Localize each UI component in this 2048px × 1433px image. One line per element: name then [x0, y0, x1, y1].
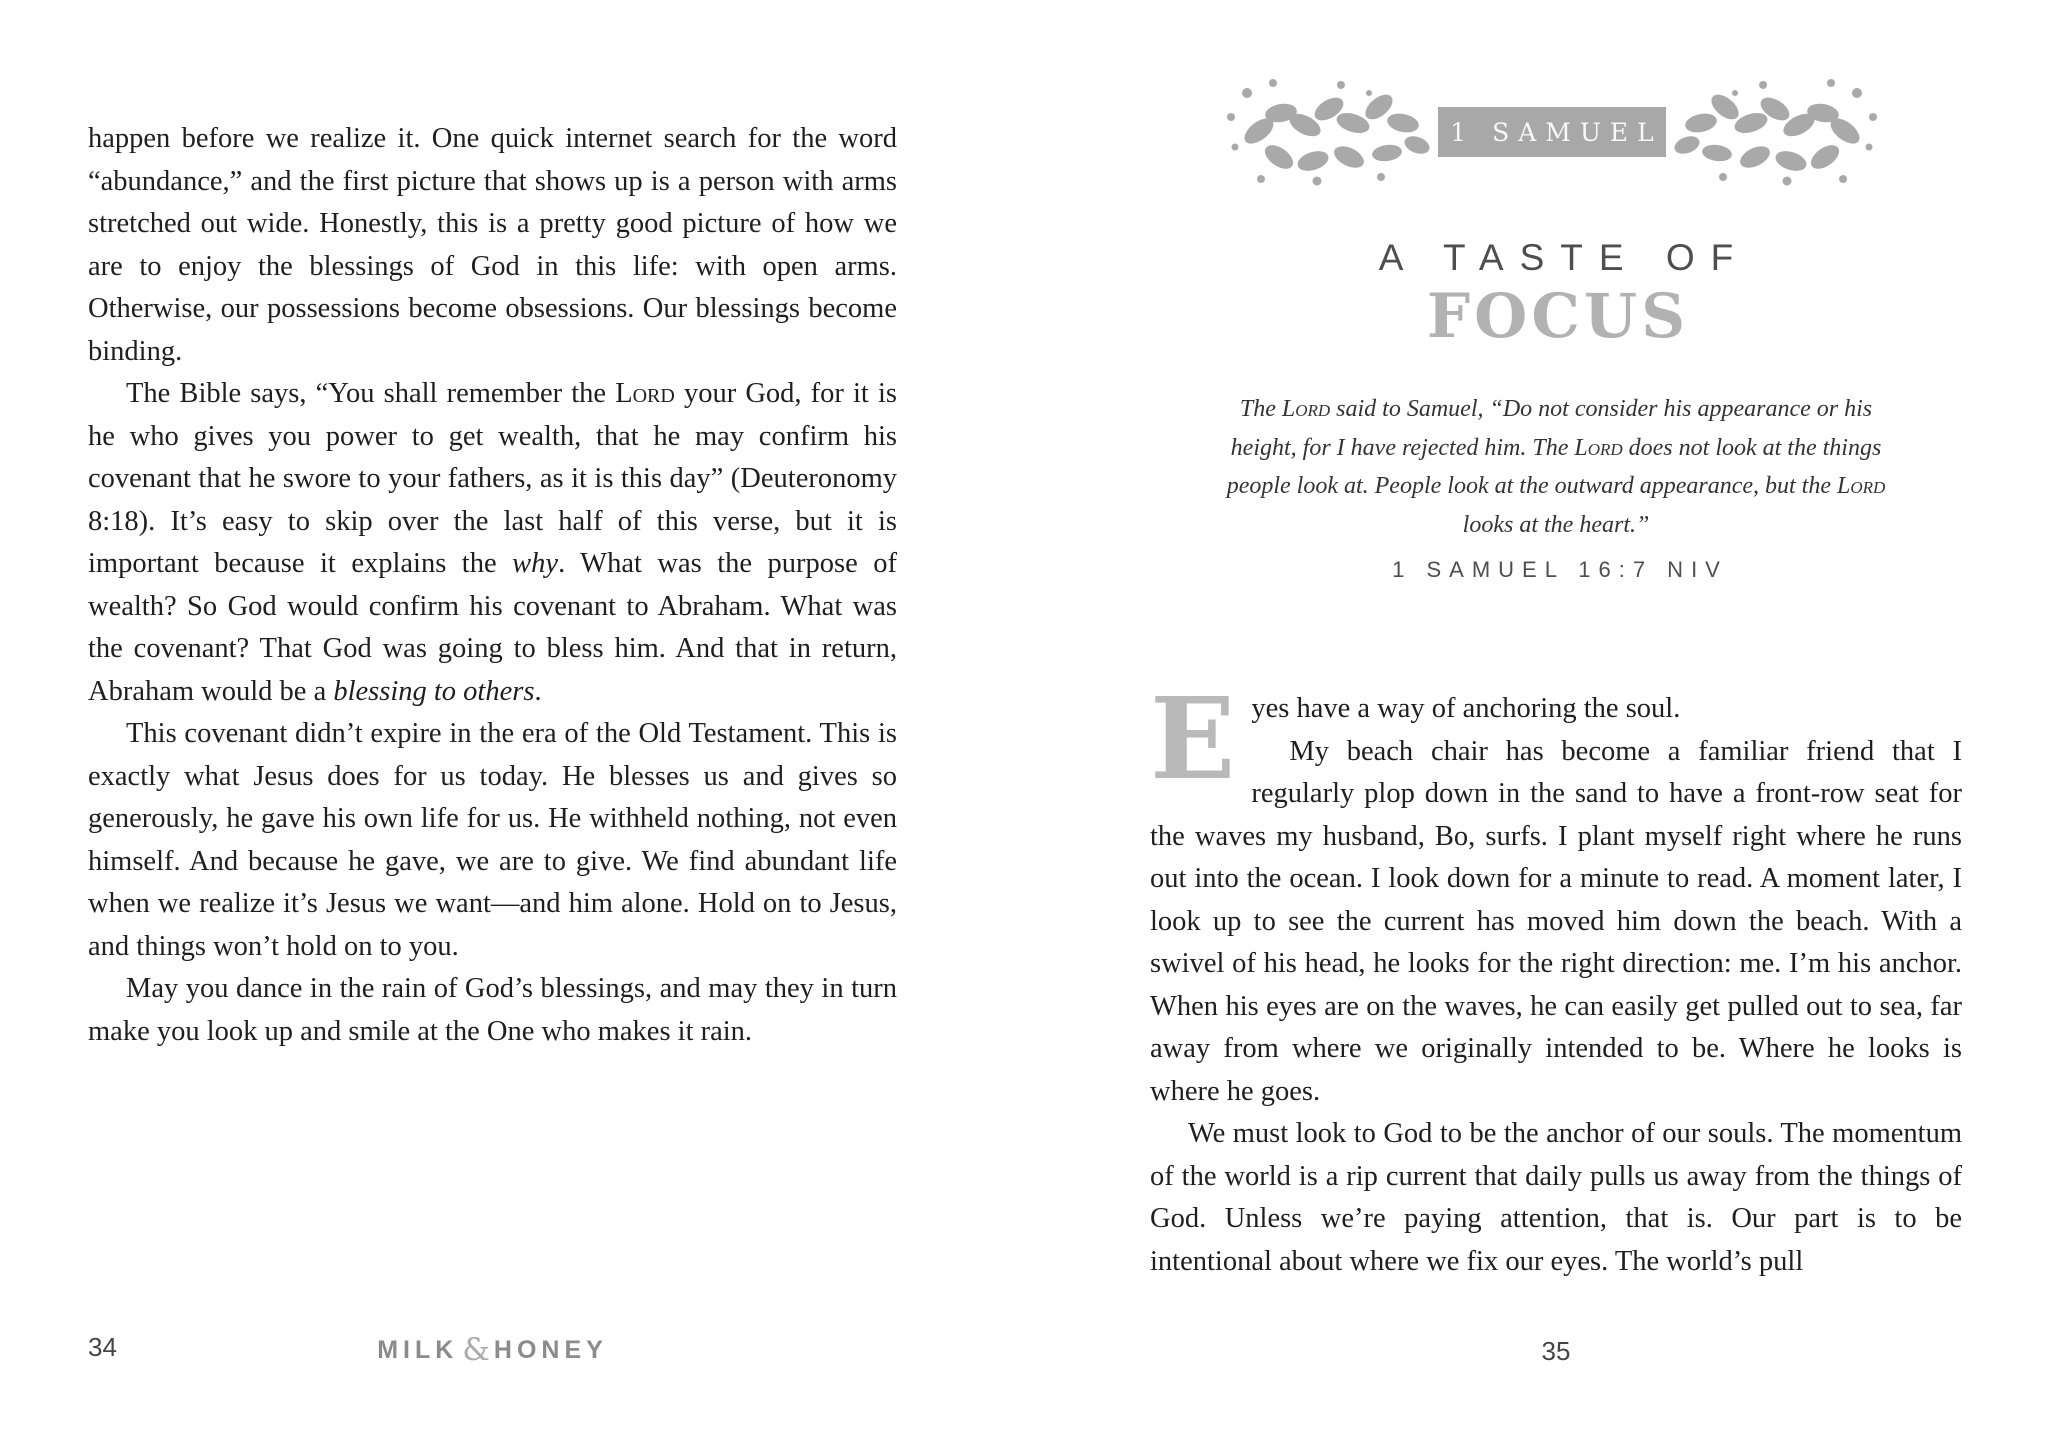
right-page-body	[1150, 688, 1962, 1280]
book-title-footer	[88, 1330, 897, 1366]
text-segment: Lord	[615, 378, 675, 409]
text-segment: Lord	[1281, 396, 1331, 422]
chapter-title-kicker: A TASTE OF	[1378, 237, 1750, 278]
text-segment: This covenant didn’t expire in the era of the Old Testament. This is exactly what Jesus does for us today. He blesses us and gives so generously, he gave his own life for us. He withheld nothing, not even himself. And because he gave, we are to give. We find abundant life when we realize it’s Jesus we want—and him alone. Hold on to Jesus, and things won’t hold on to you.	[88, 718, 897, 962]
paragraph	[88, 968, 897, 1053]
paragraph	[88, 118, 897, 373]
text-segment: .	[534, 675, 542, 707]
chapter-banner	[1438, 107, 1666, 157]
paragraph	[1150, 731, 1962, 1114]
scripture-reference: 1 SAMUEL 16:7 NIV	[1392, 557, 1728, 582]
paragraph	[88, 713, 897, 968]
page-number-left: 34	[88, 1332, 117, 1362]
ampersand-glyph: &	[462, 1332, 490, 1368]
scripture-verse	[1216, 390, 1896, 544]
text-segment: happen before we realize it. One quick internet search for the word “abundance,” and the first picture that shows up is a person with arms stretched out wide. Honestly, this is a pretty good picture of how we are to enjoy the blessings of God in this life: with open arms. Otherwise, our possessions become obsessions. Our blessings become binding.	[88, 123, 897, 367]
text-segment: why	[512, 548, 559, 579]
paragraph	[1150, 1113, 1962, 1280]
laurel-ornament-right-icon	[1671, 73, 1883, 191]
page-number-right: 35	[1541, 1336, 1571, 1366]
drop-cap-letter: E	[1150, 688, 1236, 805]
text-segment: Lord	[1574, 434, 1623, 461]
laurel-ornament-left-icon	[1221, 73, 1433, 191]
text-segment: Lord	[1837, 473, 1886, 500]
chapter-ornament	[1221, 72, 1891, 192]
text-segment: The	[1239, 396, 1282, 422]
text-segment: . What was the purpose of wealth? So God would confirm his covenant to Abraham. What was the covenant? That God was going to bless him. And that in return, Abraham would be a	[88, 548, 897, 707]
text-segment: your God, for it is he who gives you power to get wealth, that he may confirm his covenant that he swore to your fathers, as it is this day” (Deuteronomy 8:18). It’s easy to skip over the last half of this verse, but it is important because it explains the	[88, 378, 897, 579]
paragraph	[1150, 688, 1962, 805]
chapter-banner-label: 1 SAMUEL	[1450, 117, 1663, 147]
brand-word-milk: MILK	[377, 1336, 459, 1364]
text-segment: The Bible says, “You shall remember the	[126, 378, 616, 409]
paragraph-text	[1251, 693, 1680, 724]
text-segment: does not look at the things people look at. People look at the outward appearance, but the	[1226, 434, 1882, 500]
text-segment: We must look to God to be the anchor of our souls. The momentum of the world is a rip current that daily pulls us away from the things of God. Unless we’re paying attention, that is. Our part is to be intentional about where we fix our eyes. The world’s pull	[1150, 1118, 1962, 1277]
text-segment: My beach chair has become a familiar friend that I regularly plop down in the sand to have a front-row seat for the waves my husband, Bo, surfs. I plant myself right where he runs out into the ocean. I look down for a minute to read. A moment later, I look up to see the current has moved him down the beach. With a swivel of his head, he looks for the right direction: me. I’m his anchor. When his eyes are on the waves, he can easily get pulled out to sea, far away from where we originally intended to be. Where he looks is where he goes.	[1150, 735, 1962, 1107]
text-segment: yes have a way of anchoring the soul.	[1251, 693, 1681, 724]
text-segment: looks at the heart.”	[1462, 511, 1650, 538]
brand-word-honey: HONEY	[493, 1336, 608, 1364]
left-page-body	[88, 118, 897, 1128]
text-segment: blessing to others	[333, 675, 535, 707]
text-segment: said to Samuel, “Do not consider his appearance or his height, for I have rejected him. The	[1230, 396, 1873, 461]
chapter-title-word: FOCUS	[1426, 281, 1690, 352]
text-segment: May you dance in the rain of God’s blessings, and may they in turn make you look up and smile at the One who makes it rain.	[88, 973, 897, 1047]
paragraph	[88, 373, 897, 713]
